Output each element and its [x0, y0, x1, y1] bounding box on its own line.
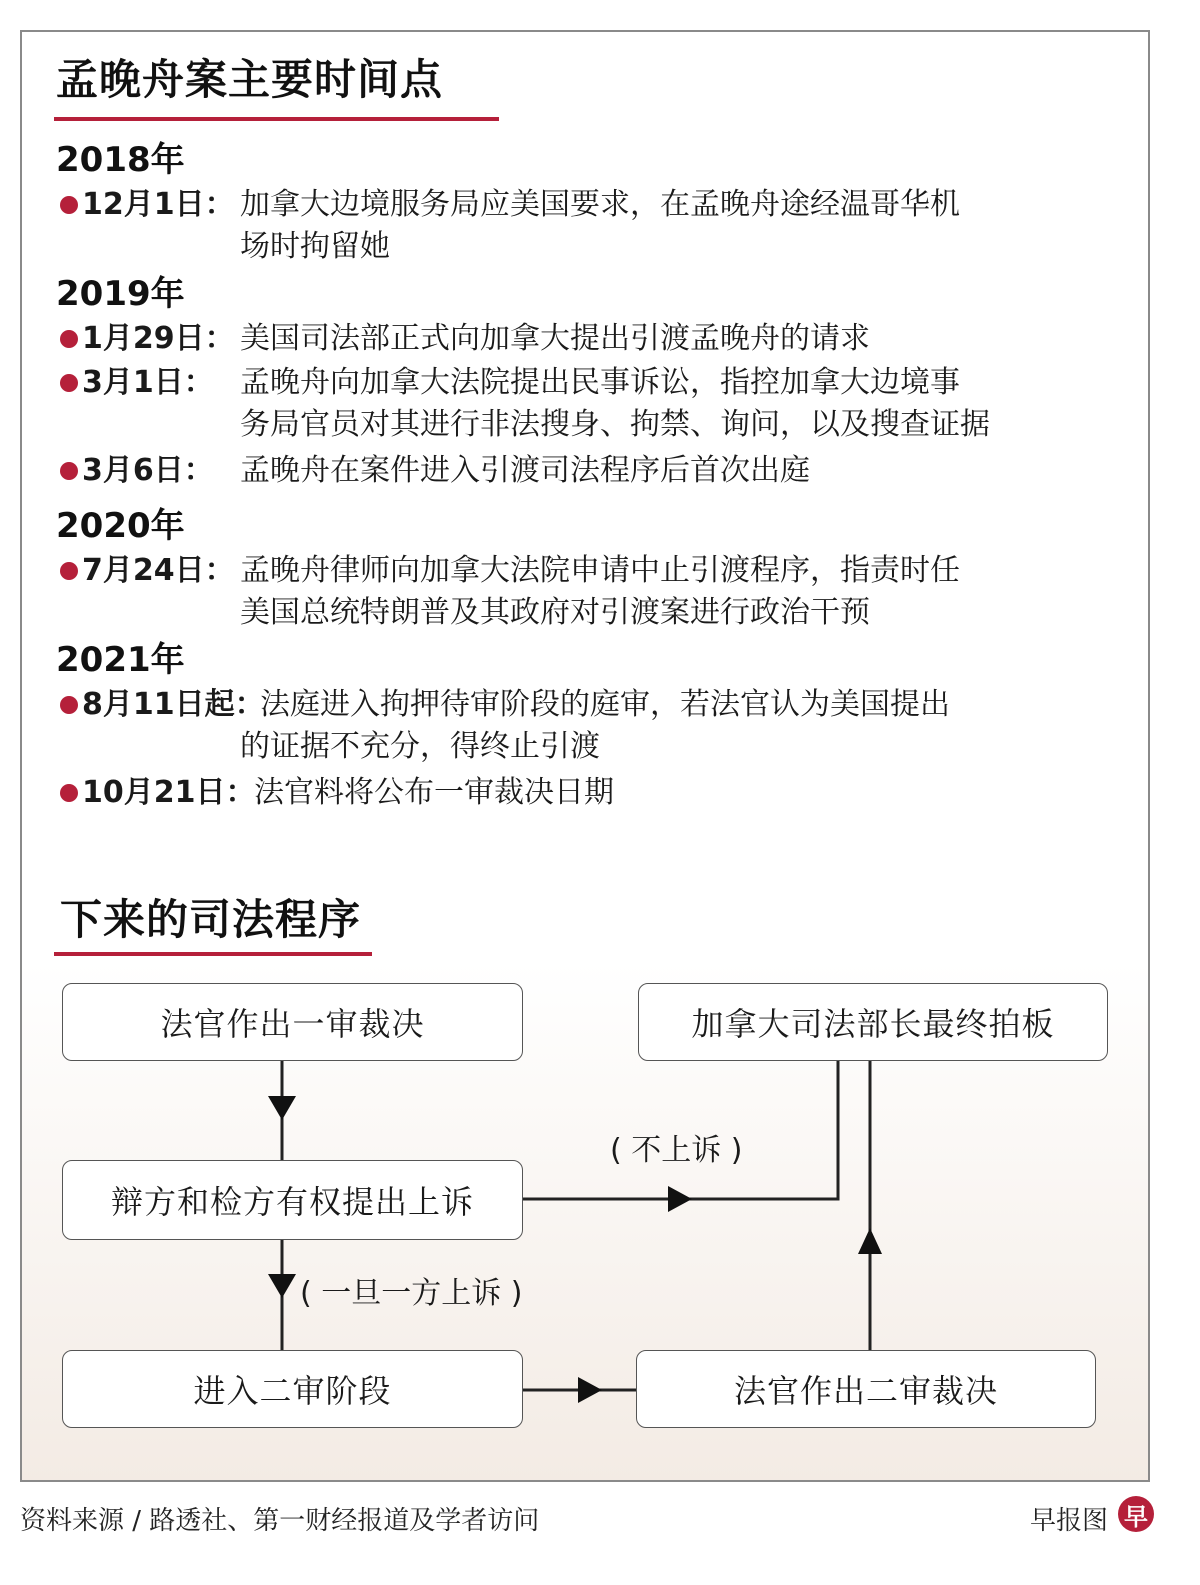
minister-decision-box: 加拿大司法部长最终拍板: [638, 983, 1108, 1061]
event-text: 场时拘留她: [240, 229, 390, 264]
event-date: 12月1日：: [82, 187, 235, 222]
second-ruling-box: 法官作出二审裁决: [636, 1350, 1096, 1428]
year-heading-2021: 2021年: [56, 640, 185, 680]
event-text: 孟晚舟律师向加拿大法院申请中止引渡程序，指责时任: [240, 553, 960, 588]
if-appeal-label: ( 一旦一方上诉 ): [300, 1276, 523, 1311]
event-text: 孟晚舟向加拿大法院提出民事诉讼，指控加拿大边境事: [240, 365, 960, 400]
event-text: 美国总统特朗普及其政府对引渡案进行政治干预: [240, 595, 870, 630]
arrow-right-icon: [578, 1377, 602, 1403]
event-text: 孟晚舟在案件进入引渡司法程序后首次出庭: [240, 453, 810, 488]
event-date: 1月29日：: [82, 321, 235, 356]
arrow-down-icon: [268, 1274, 296, 1298]
event-text: 的证据不充分，得终止引渡: [240, 729, 600, 764]
event-text: 法庭进入拘押待审阶段的庭审，若法官认为美国提出: [260, 687, 950, 722]
procedure-title: 下来的司法程序: [60, 895, 362, 944]
zaobao-logo: 早: [1118, 1496, 1154, 1532]
arrow-down-icon: [268, 1096, 296, 1120]
event-date: 3月6日：: [82, 453, 214, 488]
arrow-right-icon: [668, 1186, 692, 1212]
event-date: 7月24日：: [82, 553, 235, 588]
event-date: 3月1日：: [82, 365, 214, 400]
second-trial-box: 进入二审阶段: [62, 1350, 523, 1428]
source-note: 资料来源 / 路透社、第一财经报道及学者访问: [20, 1506, 540, 1536]
year-heading-2019: 2019年: [56, 274, 185, 314]
credit-label: 早报图: [1030, 1506, 1109, 1536]
event-date: 10月21日：: [82, 775, 256, 810]
event-text: 加拿大边境服务局应美国要求，在孟晚舟途经温哥华机: [240, 187, 960, 222]
first-ruling-box: 法官作出一审裁决: [62, 983, 523, 1061]
no-appeal-label: ( 不上诉 ): [610, 1133, 743, 1168]
event-date: 8月11日起：: [82, 687, 265, 722]
arrow-up-icon: [858, 1228, 882, 1254]
event-text: 法官料将公布一审裁决日期: [254, 775, 614, 810]
year-heading-2018: 2018年: [56, 140, 185, 180]
event-text: 美国司法部正式向加拿大提出引渡孟晚舟的请求: [240, 321, 870, 356]
year-heading-2020: 2020年: [56, 506, 185, 546]
appeal-right-box: 辩方和检方有权提出上诉: [62, 1160, 523, 1240]
timeline-title: 孟晚舟案主要时间点: [56, 55, 444, 104]
event-text: 务局官员对其进行非法搜身、拘禁、询问，以及搜查证据: [240, 407, 990, 442]
